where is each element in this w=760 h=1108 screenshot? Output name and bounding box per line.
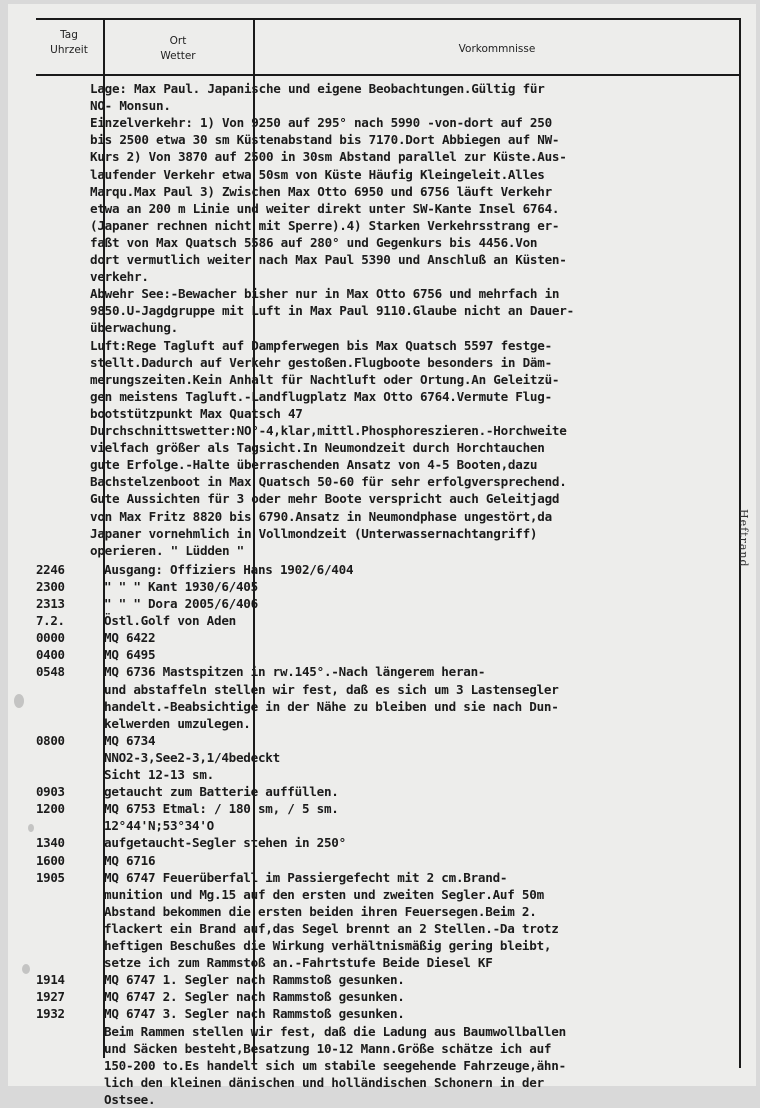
log-time: 1340	[36, 835, 65, 851]
log-time: 1200	[36, 801, 65, 817]
log-text: und Säcken besteht,Besatzung 10-12 Mann.Größe schätze ich auf	[104, 1040, 552, 1056]
report-line: faßt von Max Quatsch 5586 auf 280° und Gegenkurs bis 4456.Von	[90, 234, 538, 250]
report-line: verkehr.	[90, 269, 149, 285]
log-text: lich den kleinen dänischen und holländischen Schonern in der	[104, 1074, 544, 1090]
log-text: handelt.-Beabsichtige in der Nähe zu bleiben und sie nach Dun-	[104, 698, 559, 714]
scan-speck	[14, 694, 24, 708]
log-text: kelwerden umzulegen.	[104, 715, 251, 731]
log-text: MQ 6422	[104, 630, 156, 646]
log-text: getaucht zum Batterie auffüllen.	[104, 784, 339, 800]
report-line: Kurs 2) Von 3870 auf 2500 in 30sm Abstand parallel zur Küste.Aus-	[90, 149, 567, 165]
log-time: 1914	[36, 972, 65, 988]
log-time: 1905	[36, 869, 65, 885]
header-wetter: Wetter	[160, 50, 196, 62]
log-time: 0400	[36, 647, 65, 663]
report-line: Bachstelzenboot in Max Quatsch 50-60 für sehr erfolgversprechend.	[90, 474, 567, 490]
log-time: 1932	[36, 1006, 65, 1022]
report-line: gute Erfolge.-Halte überraschenden Ansatz von 4-5 Booten,dazu	[90, 457, 538, 473]
log-text: Sicht 12-13 sm.	[104, 767, 214, 782]
log-text: 150-200 to.Es handelt sich um stabile seegehende Fahrzeuge,ähn-	[104, 1057, 566, 1073]
report-line: bootstützpunkt Max Quatsch 47	[90, 405, 303, 421]
log-text: Abstand bekommen die ersten beiden ihren Feuersegen.Beim 2.	[104, 903, 537, 919]
log-text: munition und Mg.15 auf den ersten und zweiten Segler.Auf 50m	[104, 886, 544, 902]
scan-speck	[28, 824, 34, 832]
log-text: Östl.Golf von Aden	[104, 613, 236, 629]
report-line: (Japaner rechnen nicht mit Sperre).4) Starken Verkehrsstrang er-	[90, 217, 560, 233]
report-line: von Max Fritz 8820 bis 6790.Ansatz in Neumondphase ungestört,da	[90, 508, 552, 524]
report-line: Einzelverkehr: 1) Von 9250 auf 295° nach 5990 -von-dort auf 250	[90, 115, 552, 131]
log-text: Ostsee.	[104, 1091, 156, 1107]
log-text: setze ich zum Rammstoß an.-Fahrtstufe Beide Diesel KF	[104, 955, 493, 971]
top-rule	[36, 18, 741, 20]
scan-speck	[22, 964, 30, 974]
log-text: aufgetaucht-Segler stehen in 250°	[104, 835, 346, 851]
report-line: Marqu.Max Paul 3) Zwischen Max Otto 6950 und 6756 läuft Verkehr	[90, 183, 552, 199]
report-line: merungszeiten.Kein Anhalt für Nachtluft oder Ortung.An Geleitzü-	[90, 371, 560, 387]
log-text: heftigen Beschußes die Wirkung verhältnismäßig gering bleibt,	[104, 938, 552, 953]
log-text: Beim Rammen stellen wir fest, daß die Ladung aus Baumwollballen	[104, 1023, 566, 1039]
log-page	[8, 4, 756, 1107]
log-text: flackert ein Brand auf,das Segel brennt an 2 Stellen.-Da trotz	[104, 920, 559, 936]
margin-note: Heftrand	[737, 509, 750, 568]
log-time: 0800	[36, 732, 65, 748]
log-text: MQ 6736 Mastspitzen in rw.145°.-Nach längerem heran-	[104, 664, 486, 680]
col-header-day-time	[36, 28, 102, 58]
log-text: und abstaffeln stellen wir fest, daß es sich um 3 Lastensegler	[104, 681, 559, 697]
report-line: Luft:Rege Tagluft auf Dampferwegen bis Max Quatsch 5597 festge-	[90, 337, 552, 353]
report-line: Gute Aussichten für 3 oder mehr Boote verspricht auch Geleitjagd	[90, 491, 560, 507]
report-line: dort vermutlich weiter nach Max Paul 5390 und Anschluß an Küsten-	[90, 252, 567, 267]
report-line: etwa an 200 m Linie und weiter direkt unter SW-Kante Insel 6764.	[90, 200, 560, 216]
report-line: laufender Verkehr etwa 50sm von Küste Häufig Kleingeleit.Alles	[90, 166, 545, 182]
log-text: " " " Kant 1930/6/405	[104, 578, 258, 594]
log-time: 2246	[36, 561, 65, 577]
log-time: 1600	[36, 852, 65, 868]
log-text: MQ 6747 2. Segler nach Rammstoß gesunken.	[104, 989, 405, 1005]
report-line: vielfach größer als Tagsicht.In Neumondzeit durch Horchtauchen	[90, 440, 545, 456]
log-text: " " " Dora 2005/6/406	[104, 596, 258, 611]
header-uhrzeit: Uhrzeit	[50, 44, 88, 56]
report-line: überwachung.	[90, 320, 178, 336]
log-text: 12°44'N;53°34'O	[104, 818, 214, 834]
log-time: 1927	[36, 989, 65, 1005]
log-time: 7.2.	[36, 613, 65, 629]
report-line: Japaner vornehmlich in Vollmondzeit (Unterwassernachtangriff)	[90, 525, 538, 541]
col-header-place-weather	[105, 34, 251, 64]
col-header-events	[256, 42, 738, 57]
log-text: Ausgang: Offiziers Hans 1902/6/404	[104, 561, 354, 577]
header-rule	[36, 74, 741, 76]
report-line: bis 2500 etwa 30 sm Küstenabstand bis 7170.Dort Abbiegen auf NW-	[90, 132, 560, 148]
log-text: MQ 6747 Feuerüberfall im Passiergefecht mit 2 cm.Brand-	[104, 869, 508, 885]
log-text: MQ 6753 Etmal: / 180 sm, / 5 sm.	[104, 801, 339, 817]
header-vorkommnisse: Vorkommnisse	[458, 43, 536, 55]
log-time: 0000	[36, 630, 65, 646]
report-line: Abwehr See:-Bewacher bisher nur in Max Otto 6756 und mehrfach in	[90, 286, 560, 302]
report-line: NO- Monsun.	[90, 98, 171, 114]
log-text: MQ 6734	[104, 732, 156, 748]
report-line: Lage: Max Paul. Japanische und eigene Beobachtungen.Gültig für	[90, 81, 545, 96]
log-time: 2300	[36, 578, 65, 594]
report-line: 9850.U-Jagdgruppe mit Luft in Max Paul 9110.Glaube nicht an Dauer-	[90, 303, 574, 319]
header-tag: Tag	[60, 29, 78, 41]
log-text: MQ 6495	[104, 647, 156, 663]
report-line: operieren. " Lüdden "	[90, 542, 244, 558]
report-line: gen meistens Tagluft.-Landflugplatz Max Otto 6764.Vermute Flug-	[90, 388, 552, 404]
report-line: Durchschnittswetter:NO°-4,klar,mittl.Phosphoreszieren.-Horchweite	[90, 423, 567, 438]
report-line: stellt.Dadurch auf Verkehr gestoßen.Flugboote besonders in Däm-	[90, 354, 552, 370]
header-ort: Ort	[169, 35, 187, 47]
log-text: MQ 6747 1. Segler nach Rammstoß gesunken.	[104, 972, 405, 988]
log-text: NNO2-3,See2-3,1/4bedeckt	[104, 749, 280, 765]
log-time: 0903	[36, 784, 65, 800]
log-text: MQ 6747 3. Segler nach Rammstoß gesunken.	[104, 1006, 405, 1022]
log-text: MQ 6716	[104, 852, 156, 868]
log-time: 0548	[36, 664, 65, 680]
log-time: 2313	[36, 596, 65, 611]
